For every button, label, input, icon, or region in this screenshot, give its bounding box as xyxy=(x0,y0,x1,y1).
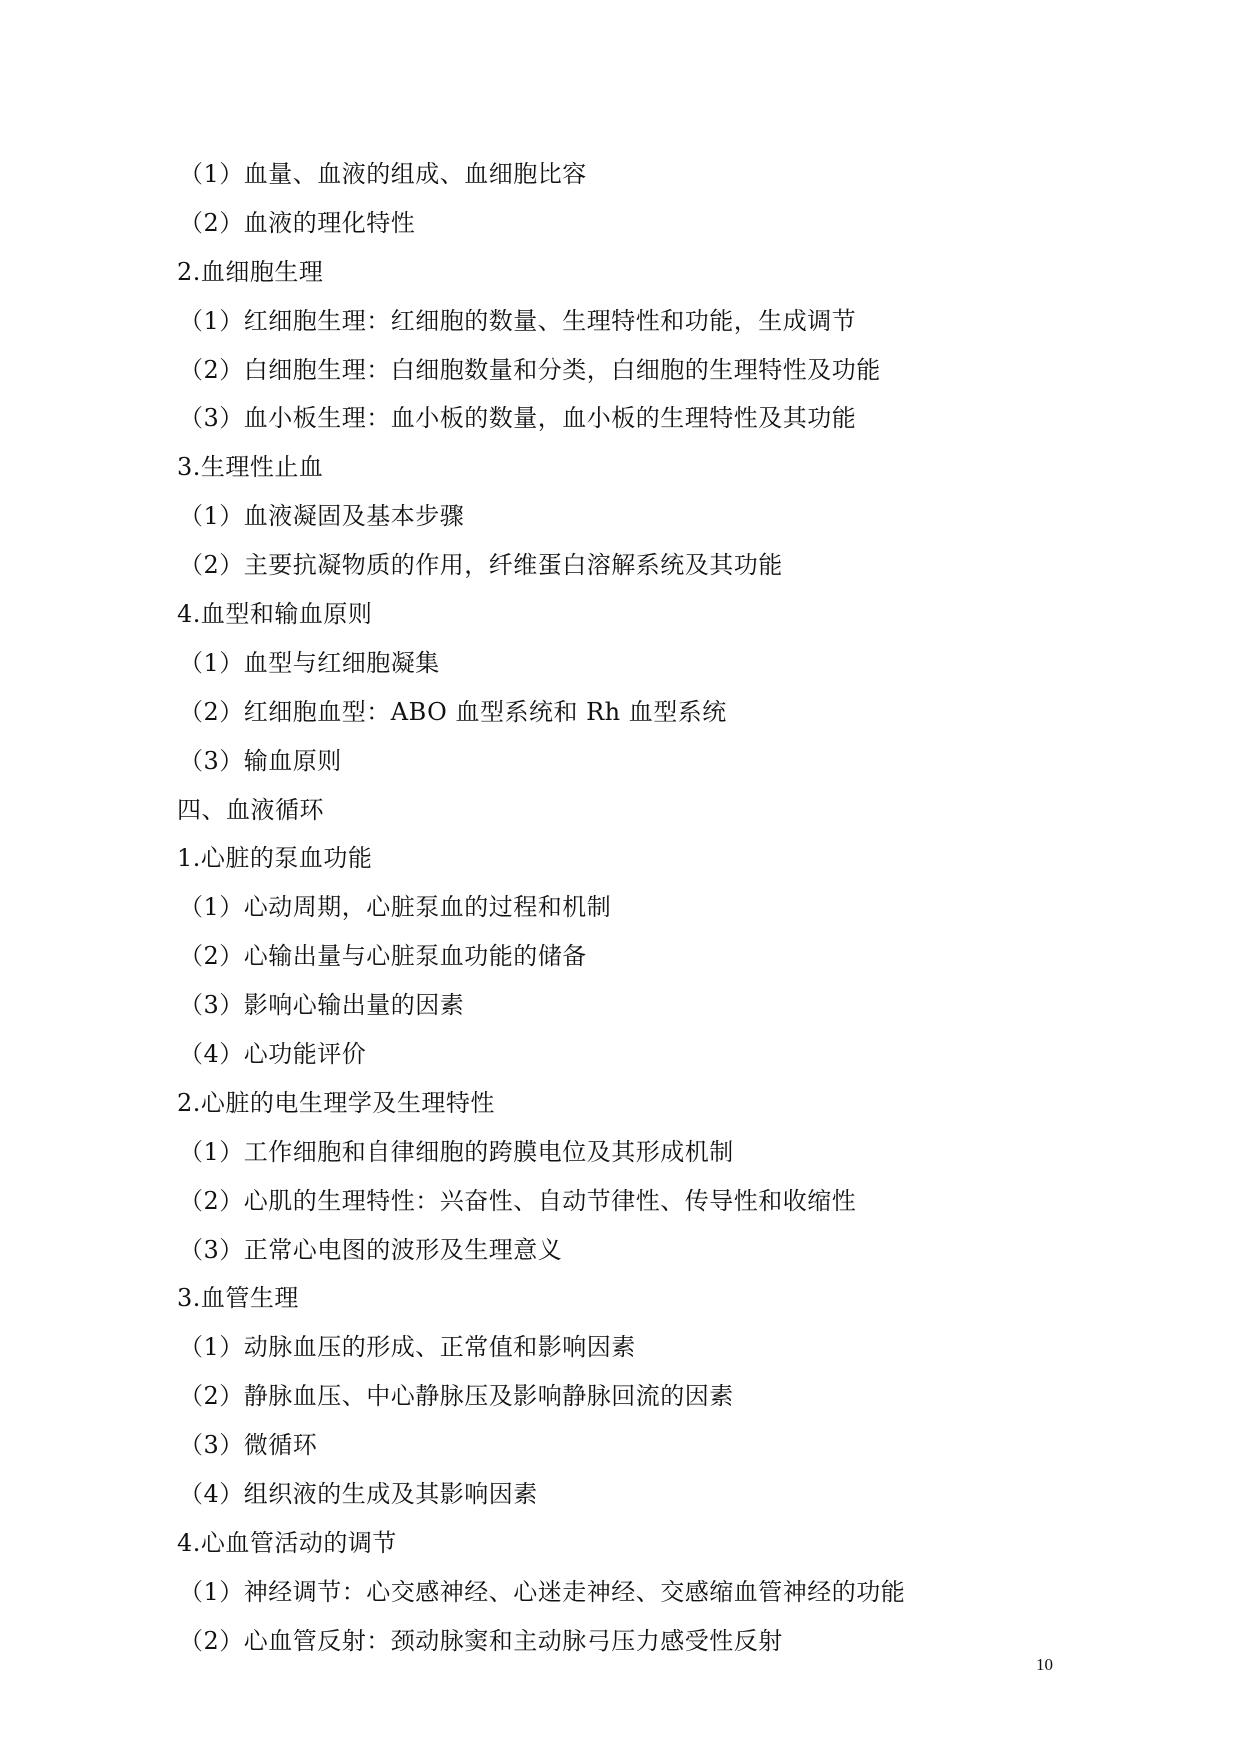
outline-item: （4）组织液的生成及其影响因素 xyxy=(179,1480,538,1509)
outline-item: （3）输血原则 xyxy=(179,746,342,775)
page-number: 10 xyxy=(1036,1655,1053,1674)
section-heading: 4.心血管活动的调节 xyxy=(177,1528,397,1557)
outline-item: （3）微循环 xyxy=(179,1431,318,1460)
outline-item: （1）工作细胞和自律细胞的跨膜电位及其形成机制 xyxy=(179,1137,734,1166)
outline-item: （2）血液的理化特性 xyxy=(179,208,416,237)
section-heading: 3.生理性止血 xyxy=(177,453,324,482)
section-heading: 3.血管生理 xyxy=(177,1284,299,1313)
outline-item: （2）静脉血压、中心静脉压及影响静脉回流的因素 xyxy=(179,1382,734,1411)
section-heading: 2.血细胞生理 xyxy=(177,257,324,286)
outline-item: （2）主要抗凝物质的作用，纤维蛋白溶解系统及其功能 xyxy=(179,551,783,580)
section-heading: 四、血液循环 xyxy=(177,795,324,824)
outline-item: （2）心输出量与心脏泵血功能的储备 xyxy=(179,942,587,971)
outline-item: （1）神经调节：心交感神经、心迷走神经、交感缩血管神经的功能 xyxy=(179,1577,906,1606)
outline-item: （1）动脉血压的形成、正常值和影响因素 xyxy=(179,1333,636,1362)
outline-item: （2）心血管反射：颈动脉窦和主动脉弓压力感受性反射 xyxy=(179,1626,783,1655)
section-heading: 1.心脏的泵血功能 xyxy=(177,844,373,873)
section-heading: 4.血型和输血原则 xyxy=(177,600,373,629)
outline-item: （2）心肌的生理特性：兴奋性、自动节律性、传导性和收缩性 xyxy=(179,1186,857,1215)
outline-item: （2）红细胞血型：ABO 血型系统和 Rh 血型系统 xyxy=(179,697,727,726)
outline-item: （2）白细胞生理：白细胞数量和分类，白细胞的生理特性及功能 xyxy=(179,355,881,384)
outline-item: （1）血型与红细胞凝集 xyxy=(179,648,440,677)
outline-item: （3）血小板生理：血小板的数量，血小板的生理特性及其功能 xyxy=(179,404,857,433)
outline-item: （4）心功能评价 xyxy=(179,1040,367,1069)
outline-item: （1）血液凝固及基本步骤 xyxy=(179,502,465,531)
syllabus-outline xyxy=(177,150,1077,1666)
outline-item: （3）影响心输出量的因素 xyxy=(179,991,465,1020)
outline-item: （1）红细胞生理：红细胞的数量、生理特性和功能，生成调节 xyxy=(179,306,857,335)
section-heading: 2.心脏的电生理学及生理特性 xyxy=(177,1088,495,1117)
outline-item: （1）心动周期，心脏泵血的过程和机制 xyxy=(179,893,612,922)
outline-item: （3）正常心电图的波形及生理意义 xyxy=(179,1235,563,1264)
outline-item: （1）血量、血液的组成、血细胞比容 xyxy=(179,160,587,188)
